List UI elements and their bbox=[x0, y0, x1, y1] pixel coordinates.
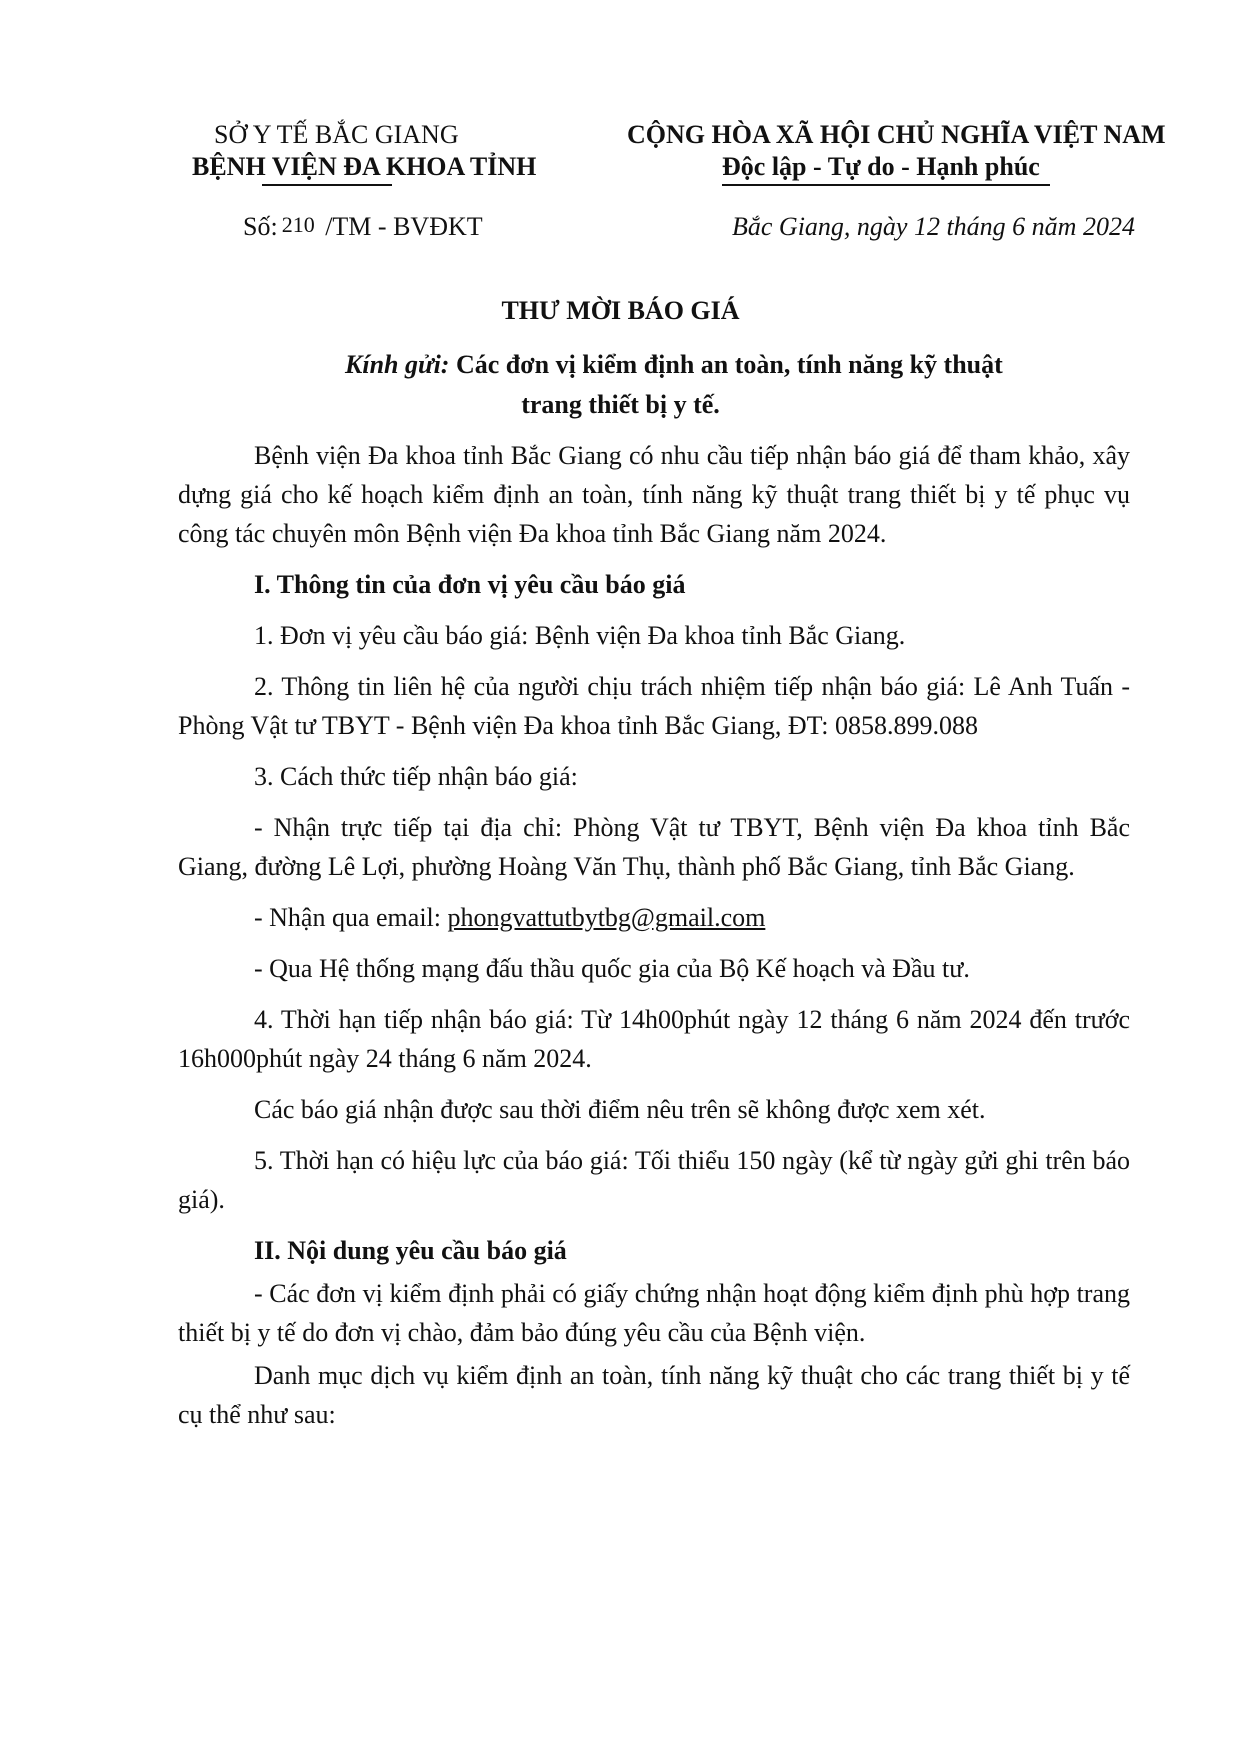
section1-item3: 3. Cách thức tiếp nhận báo giá: bbox=[254, 762, 578, 791]
section1-item4-note: Các báo giá nhận được sau thời điểm nêu trên sẽ không được xem xét. bbox=[254, 1095, 986, 1124]
section1-item5: 5. Thời hạn có hiệu lực của báo giá: Tối thiểu 150 ngày (kể từ ngày gửi ghi trên báo giá). bbox=[178, 1146, 1130, 1214]
right-header-rule bbox=[722, 184, 1050, 186]
national-motto: Độc lập - Tự do - Hạnh phúc bbox=[722, 152, 1040, 181]
doc-number-value: 210 bbox=[281, 212, 315, 237]
doc-number bbox=[243, 211, 483, 244]
recipient-line2: trang thiết bị y tế. bbox=[521, 390, 720, 419]
section2-para2: Danh mục dịch vụ kiểm định an toàn, tính năng kỹ thuật cho các trang thiết bị y tế cụ thể như sau: bbox=[178, 1361, 1130, 1429]
intro-paragraph: Bệnh viện Đa khoa tỉnh Bắc Giang có nhu cầu tiếp nhận báo giá để tham khảo, xây dựng giá cho kế hoạch kiểm định an toàn, tính năng kỹ thuật trang thiết bị y tế phục vụ công tác chuyên môn Bệnh viện Đa khoa tỉnh Bắc Giang năm 2024. bbox=[178, 441, 1130, 548]
section1-item3c: - Qua Hệ thống mạng đấu thầu quốc gia của Bộ Kế hoạch và Đầu tư. bbox=[254, 954, 970, 983]
national-title: CỘNG HÒA XÃ HỘI CHỦ NGHĨA VIỆT NAM bbox=[627, 120, 1166, 149]
section1-item2: 2. Thông tin liên hệ của người chịu trách nhiệm tiếp nhận báo giá: Lê Anh Tuấn - Phòng Vật tư TBYT - Bệnh viện Đa khoa tỉnh Bắc Giang, ĐT: 0858.899.088 bbox=[178, 672, 1130, 740]
email-label: - Nhận qua email: bbox=[254, 903, 448, 932]
left-header-rule bbox=[262, 184, 392, 186]
email-link[interactable]: phongvattutbytbg@gmail.com bbox=[447, 903, 766, 932]
recipient-line1 bbox=[345, 350, 1003, 380]
agency-name: SỞ Y TẾ BẮC GIANG bbox=[214, 120, 459, 149]
recipient-text: Các đơn vị kiểm định an toàn, tính năng kỹ thuật bbox=[455, 350, 1003, 379]
section2-heading: II. Nội dung yêu cầu báo giá bbox=[254, 1236, 567, 1265]
section1-item4: 4. Thời hạn tiếp nhận báo giá: Từ 14h00phút ngày 12 tháng 6 năm 2024 đến trước 16h000phút ngày 24 tháng 6 năm 2024. bbox=[178, 1005, 1130, 1073]
doc-number-prefix: Số: bbox=[243, 212, 278, 241]
section2-para1: - Các đơn vị kiểm định phải có giấy chứng nhận hoạt động kiểm định phù hợp trang thiết bị y tế do đơn vị chào, đảm bảo đúng yêu cầu của Bệnh viện. bbox=[178, 1279, 1130, 1347]
section1-heading: I. Thông tin của đơn vị yêu cầu báo giá bbox=[254, 570, 686, 599]
document-body bbox=[178, 436, 1130, 1434]
hospital-name: BỆNH VIỆN ĐA KHOA TỈNH bbox=[192, 152, 537, 181]
section1-item1: 1. Đơn vị yêu cầu báo giá: Bệnh viện Đa khoa tỉnh Bắc Giang. bbox=[254, 621, 906, 650]
recipient-label: Kính gửi: bbox=[345, 350, 450, 379]
section1-item3b bbox=[178, 898, 1130, 937]
doc-number-suffix: /TM - BVĐKT bbox=[325, 212, 483, 241]
document-title: THƯ MỜI BÁO GIÁ bbox=[501, 296, 740, 325]
place-date: Bắc Giang, ngày 12 tháng 6 năm 2024 bbox=[732, 212, 1135, 241]
section1-item3a: - Nhận trực tiếp tại địa chỉ: Phòng Vật tư TBYT, Bệnh viện Đa khoa tỉnh Bắc Giang, đường Lê Lợi, phường Hoàng Văn Thụ, thành phố Bắc Giang, tỉnh Bắc Giang. bbox=[178, 813, 1130, 881]
